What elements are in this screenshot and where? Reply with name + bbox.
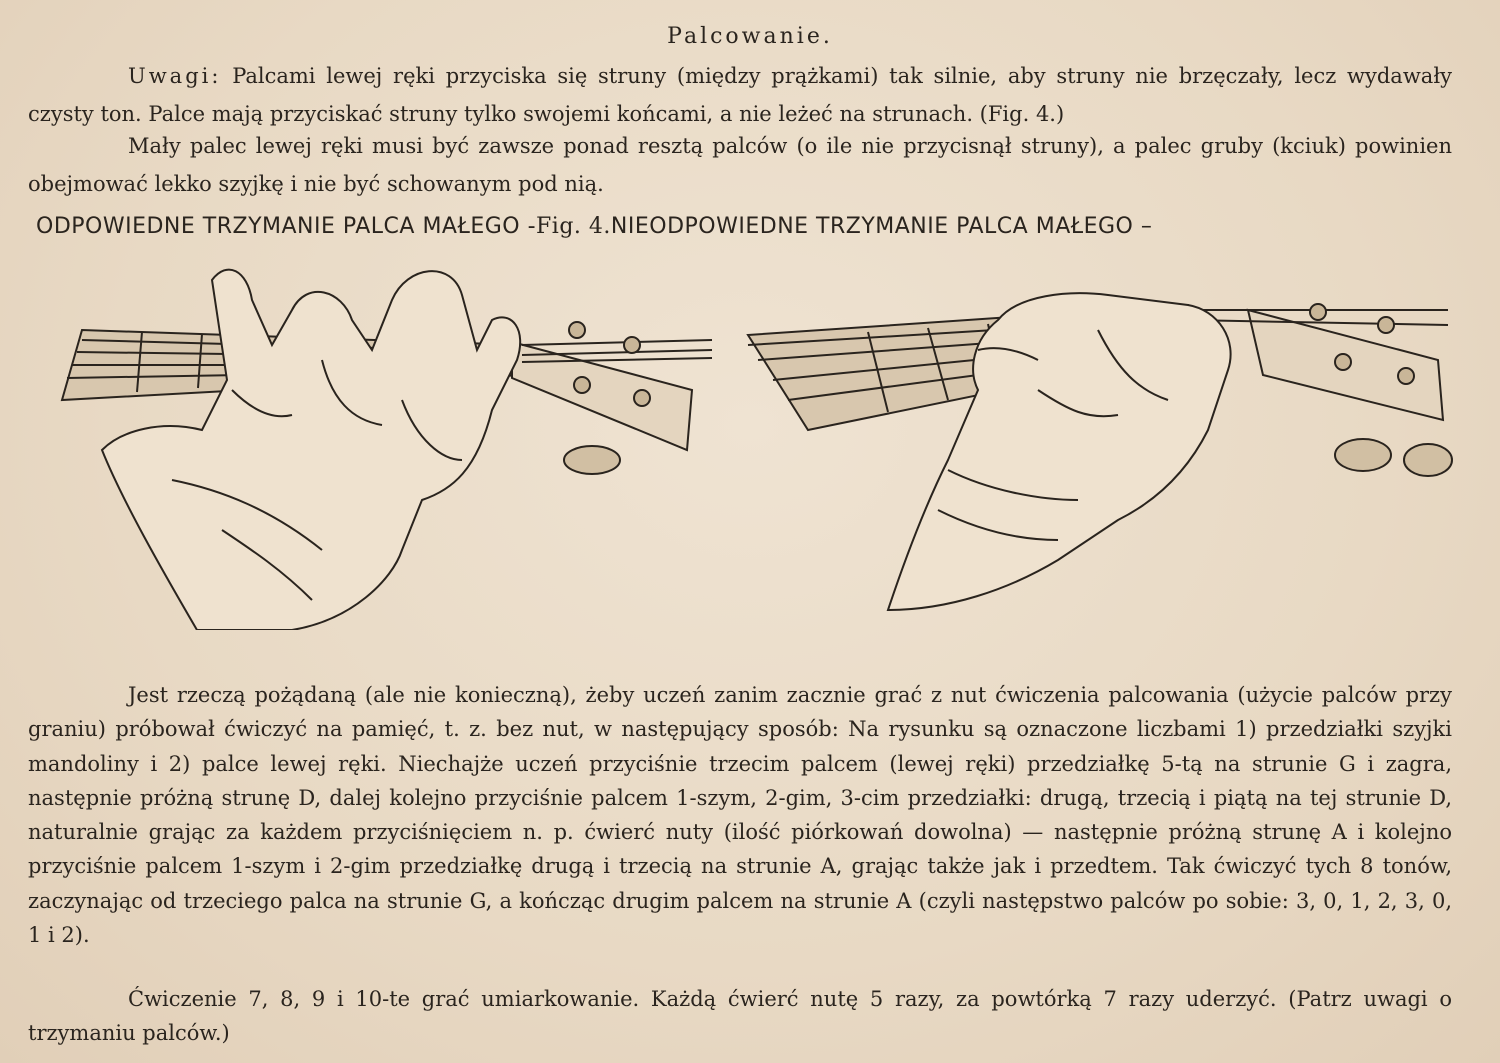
hand-on-neck-incorrect-image: [738, 250, 1458, 630]
paragraph-remarks: [28, 58, 1452, 133]
caption-correct: ODPOWIEDNE TRZYMANIE PALCA MAŁEGO -: [36, 214, 537, 239]
figure-caption: [36, 214, 1476, 239]
page-title: Palcowanie.: [667, 24, 833, 49]
paragraph-little-finger: [28, 128, 1452, 203]
exercise-description-text: Jest rzeczą pożądaną (ale nie konieczną), żeby uczeń zanim zacznie grać z nut ćwiczenia palcowania (użycie palców przy graniu) próbował ćwiczyć na pamięć, t. z. bez nut, w następujący sposób: Na rysunku są oznaczone liczbami 1) przedziałki szyjki mandoliny i 2) palce lewej ręki. Niechajże uczeń przyciśnie trzecim palcem (lewej ręki) przedziałkę 5-tą na strunie G i zagra, następnie próżną strunę D, dalej kolejno przyciśnie palcem 1-szym, 2-gim, 3-cim przedziałki: drugą, trzecią i piątą na tej strunie D, naturalnie grając za każdem przyciśnięciem n. p. ćwierć nuty (ilość piórkowań dowolna) — następnie próżną strunę A i kolejno przyciśnie palcem 1-szym i 2-gim przedziałkę drugą i trzecią na strunie A, grając także jak i przedtem. Tak ćwiczyć tych 8 tonów, zaczynając od trzeciego palca na strunie G, a kończąc drugim palcem na strunie A (czyli następstwo palców po sobie: 3, 0, 1, 2, 3, 0, 1 i 2).: [28, 683, 1452, 948]
little-finger-text: Mały palec lewej ręki musi być zawsze ponad resztą palców (o ile nie przycisnął struny), a palec gruby (kciuk) powinien obejmować lekko szyjkę i nie być schowanym pod nią.: [28, 134, 1452, 196]
caption-incorrect: NIEODPOWIEDNE TRZYMANIE PALCA MAŁEGO –: [610, 214, 1153, 239]
paragraph-exercise-tempo: [28, 982, 1452, 1050]
illustration-correct-hand: [22, 250, 742, 630]
remarks-text: Palcami lewej ręki przyciska się struny (między prążkami) tak silnie, aby struny nie brzęczały, lecz wydawały czysty ton. Palce mają przyciskać struny tylko swojemi końcami, a nie leżeć na strunach. (Fig. 4.): [28, 64, 1452, 126]
illustration-incorrect-hand: [738, 250, 1458, 630]
hand-on-neck-correct-image: [22, 250, 742, 630]
paragraph-exercise-description: [28, 678, 1452, 952]
exercise-tempo-text: Ćwiczenie 7, 8, 9 i 10-te grać umiarkowanie. Każdą ćwierć nutę 5 razy, za powtórką 7 razy uderzyć. (Patrz uwagi o trzymaniu palców.): [28, 987, 1452, 1045]
caption-fig-number: Fig. 4.: [536, 214, 611, 239]
remarks-lead: Uwagi:: [128, 64, 222, 88]
